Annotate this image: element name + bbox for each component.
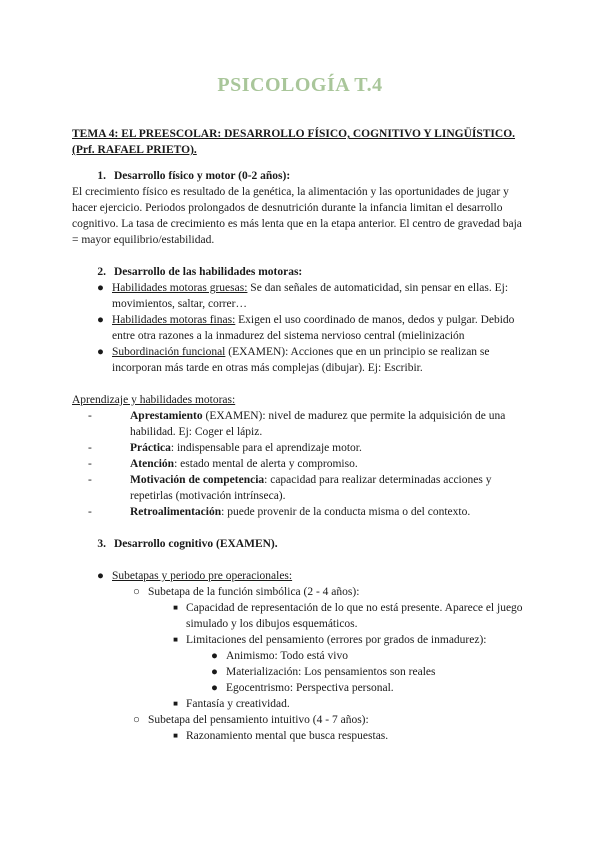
- list-item: ● Habilidades motoras finas: Exigen el uso coordinado de manos, dedos y pulgar. Debido entre otra razones a la inmadurez del sistema nervioso central (mielinización: [82, 312, 528, 344]
- bullet-square-icon: ■: [173, 699, 178, 708]
- document-body: [72, 126, 528, 744]
- list-item: ● Subordinación funcional (EXAMEN): Acciones que en un principio se realizan se incorporan más tarde en otras más complejas (dibujar). Ej: Escribir.: [82, 344, 528, 376]
- list-item: ● Egocentrismo: Perspectiva personal.: [196, 680, 528, 696]
- bullet-square-icon: ■: [173, 731, 178, 740]
- dash-bullet: -: [88, 442, 92, 454]
- list-item: ● Materialización: Los pensamientos son reales: [196, 664, 528, 680]
- list-item: ● Habilidades motoras gruesas: Se dan señales de automaticidad, sin pensar en ellas. Ej: movimientos, saltar, correr…: [82, 280, 528, 312]
- list-item: ■ Fantasía y creatividad.: [156, 696, 528, 712]
- list-item: ● Animismo: Todo está vivo: [196, 648, 528, 664]
- list-item: ■ Razonamiento mental que busca respuestas.: [156, 728, 528, 744]
- bullet-disc-icon: ●: [97, 314, 104, 326]
- list-item: ■ Limitaciones del pensamiento (errores por grados de inmadurez):: [156, 632, 528, 648]
- bullet-circle-icon: ○: [133, 586, 140, 598]
- dash-bullet: -: [88, 458, 92, 470]
- list-item: ○ Subetapa de la función simbólica (2 - 4 años):: [118, 584, 528, 600]
- section-1-text: El crecimiento físico es resultado de la genética, la alimentación y las oportunidades de jugar y hacer ejercicio. Periodos prolongados de desnutrición durante la infancia limitan el desarrollo cognitivo. La tasa de crecimiento es más lenta que en la etapa anterior. El centro de gravedad baja = mayor equilibrio/estabilidad.: [72, 186, 522, 246]
- list-item: ● Subetapas y periodo pre operacionales:: [82, 568, 528, 584]
- learning-heading: Aprendizaje y habilidades motoras:: [72, 394, 236, 406]
- page-title: PSICOLOGÍA T.4: [217, 74, 383, 96]
- dash-bullet: -: [88, 474, 92, 486]
- bullet-square-icon: ■: [173, 635, 178, 644]
- dash-bullet: -: [88, 506, 92, 518]
- bullet-circle-icon: ○: [133, 714, 140, 726]
- section-1-heading: 1. Desarrollo físico y motor (0-2 años):: [97, 170, 291, 182]
- section-3-heading: 3. Desarrollo cognitivo (EXAMEN).: [97, 538, 278, 550]
- bullet-disc-icon: ●: [211, 666, 218, 678]
- list-item: - Retroalimentación: puede provenir de la conducta misma o del contexto.: [72, 504, 528, 520]
- bullet-disc-icon: ●: [211, 682, 218, 694]
- bullet-square-icon: ■: [173, 603, 178, 612]
- bullet-disc-icon: ●: [97, 570, 104, 582]
- topic-heading: TEMA 4: EL PREESCOLAR: DESARROLLO FÍSICO, COGNITIVO Y LINGÜÍSTICO. (Prf. RAFAEL PRIETO).: [72, 128, 516, 156]
- list-item: - Atención: estado mental de alerta y compromiso.: [72, 456, 528, 472]
- dash-bullet: -: [88, 410, 92, 422]
- bullet-disc-icon: ●: [211, 650, 218, 662]
- bullet-disc-icon: ●: [97, 282, 104, 294]
- section-2-heading: 2. Desarrollo de las habilidades motoras:: [97, 266, 303, 278]
- list-item: ■ Capacidad de representación de lo que no está presente. Aparece el juego simulado y los dibujos esquemáticos.: [156, 600, 528, 632]
- list-item: - Aprestamiento (EXAMEN): nivel de madurez que permite la adquisición de una habilidad. Ej: Coger el lápiz.: [72, 408, 528, 440]
- list-item: - Práctica: indispensable para el aprendizaje motor.: [72, 440, 528, 456]
- bullet-disc-icon: ●: [97, 346, 104, 358]
- list-item: - Motivación de competencia: capacidad para realizar determinadas acciones y repetirlas (motivación intrínseca).: [72, 472, 528, 504]
- list-item: ○ Subetapa del pensamiento intuitivo (4 - 7 años):: [118, 712, 528, 728]
